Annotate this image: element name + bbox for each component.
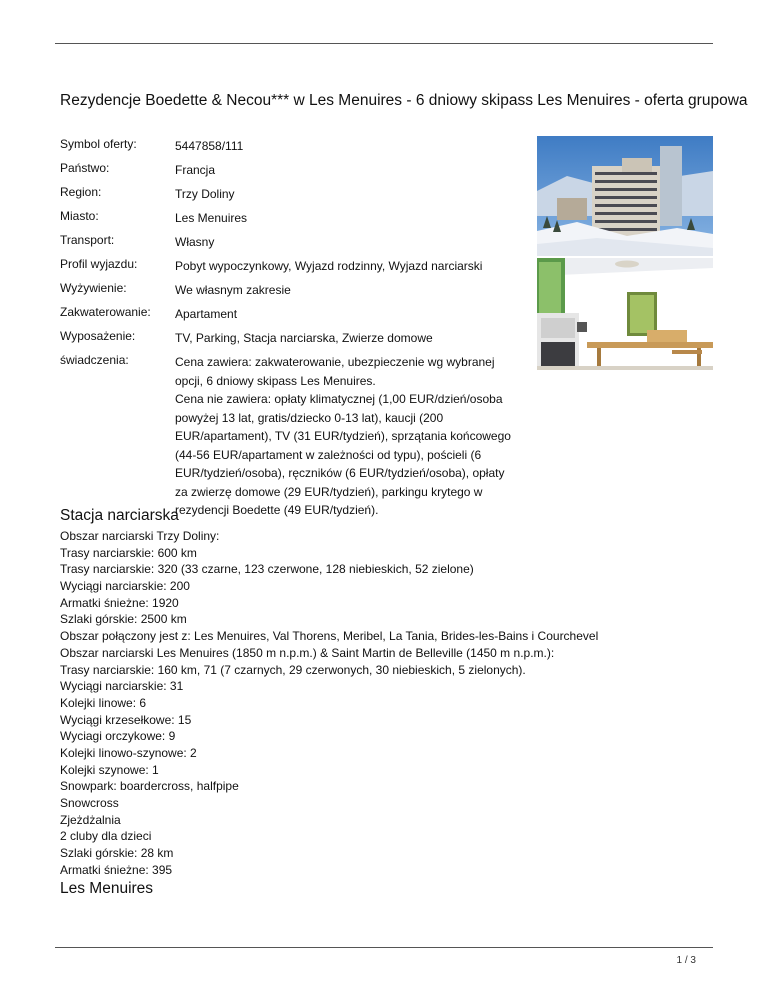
station-line: Wyciągi narciarskie: 200 [60, 579, 190, 594]
spec-row-services [60, 353, 530, 523]
ski-station-heading: Stacja narciarska [60, 507, 179, 524]
station-line: Trasy narciarskie: 320 (33 czarne, 123 czerwone, 128 niebieskich, 52 zielone) [60, 562, 474, 577]
services-line: powyżej 13 lat, gratis/dziecko 0-13 lat), kaucji (200 [175, 410, 444, 425]
services-line: rezydencji Boedette (49 EUR/tydzień). [175, 503, 379, 517]
services-line: opcji, 6 dniowy skipass Les Menuires. [175, 373, 376, 388]
station-line: Obszar połączony jest z: Les Menuires, Val Thorens, Meribel, La Tania, Brides-les-Bains i Courchevel [60, 629, 599, 644]
spec-label: Region: [60, 185, 102, 199]
spec-value-multiline [175, 353, 535, 520]
station-line: Obszar narciarski Trzy Doliny: [60, 529, 220, 543]
spec-value: Pobyt wypoczynkowy, Wyjazd rodzinny, Wyjazd narciarski [175, 259, 483, 273]
spec-row-meals [60, 281, 530, 305]
spec-label: Państwo: [60, 161, 110, 175]
offer-title: Rezydencje Boedette & Necou*** w Les Menuires - 6 dniowy skipass Les Menuires - oferta grupowa [60, 92, 748, 109]
spec-label: Wyposażenie: [60, 329, 136, 343]
station-line: Trasy narciarskie: 160 km, 71 (7 czarnych, 29 czerwonych, 30 niebieskich, 5 zielonych). [60, 662, 526, 677]
spec-value: We własnym zakresie [175, 283, 291, 297]
spec-label: świadczenia: [60, 353, 129, 367]
station-line: Wyciągi krzesełkowe: 15 [60, 712, 192, 727]
spec-label: Wyżywienie: [60, 281, 127, 295]
services-line: Cena zawiera: zakwaterowanie, ubezpieczenie wg wybranej [175, 355, 495, 369]
spec-row-city [60, 209, 530, 233]
ski-station-details [60, 528, 598, 878]
station-line: 2 cluby dla dzieci [60, 829, 152, 844]
offer-spec-table [60, 137, 530, 523]
services-line: za zwierzę domowe (29 EUR/tydzień), parkingu krytego w [175, 484, 483, 499]
services-line: EUR/apartament), TV (31 EUR/tydzień), sprzątania końcowego [175, 429, 511, 443]
spec-value: Własny [175, 235, 215, 249]
spec-value: Francja [175, 163, 216, 177]
spec-label: Profil wyjazdu: [60, 257, 138, 271]
les-menuires-heading: Les Menuires [60, 880, 154, 897]
station-line: Wyciagi orczykowe: 9 [60, 729, 176, 744]
spec-row-symbol [60, 137, 530, 161]
spec-row-country [60, 161, 530, 185]
spec-row-equipment [60, 329, 530, 353]
spec-label: Transport: [60, 233, 115, 247]
services-line: Cena nie zawiera: opłaty klimatycznej (1,00 EUR/dzień/osoba [175, 392, 503, 406]
station-line: Kolejki szynowe: 1 [60, 762, 159, 777]
station-line: Zjeżdżalnia [60, 812, 121, 827]
apartment-interior-photo [537, 258, 713, 370]
services-line: EUR/tydzień/osoba), ręczników (6 EUR/tydzień/osoba), opłaty [175, 466, 505, 480]
station-line: Kolejki linowo-szynowe: 2 [60, 745, 197, 760]
spec-label: Zakwaterowanie: [60, 305, 151, 319]
station-line: Snowpark: boardercross, halfpipe [60, 779, 239, 794]
station-line: Trasy narciarskie: 600 km [60, 545, 197, 560]
station-line: Snowcross [60, 796, 119, 810]
spec-value: Trzy Doliny [175, 187, 235, 201]
spec-row-accommodation [60, 305, 530, 329]
top-rule [55, 43, 713, 44]
spec-row-region [60, 185, 530, 209]
station-line: Szlaki górskie: 2500 km [60, 612, 187, 627]
residence-exterior-photo [537, 136, 713, 256]
spec-value: TV, Parking, Stacja narciarska, Zwierze domowe [175, 331, 433, 345]
spec-row-transport [60, 233, 530, 257]
spec-value: Apartament [175, 307, 238, 321]
spec-value: 5447858/111 [175, 139, 244, 153]
station-line: Obszar narciarski Les Menuires (1850 m n.p.m.) & Saint Martin de Belleville (1450 m n.p.m.): [60, 645, 555, 660]
spec-label: Miasto: [60, 209, 99, 223]
spec-label: Symbol oferty: [60, 137, 137, 151]
station-line: Szlaki górskie: 28 km [60, 846, 174, 861]
bottom-rule [55, 947, 713, 948]
spec-row-profile [60, 257, 530, 281]
station-line: Armatki śnieżne: 1920 [60, 595, 179, 610]
station-line: Armatki śnieżne: 395 [60, 862, 173, 877]
station-line: Wyciągi narciarskie: 31 [60, 679, 184, 694]
station-line: Kolejki linowe: 6 [60, 695, 147, 710]
page-number: 1 / 3 [676, 955, 696, 966]
spec-value: Les Menuires [175, 211, 248, 225]
services-line: (44-56 EUR/apartament w zależności od typu), pościeli (6 [175, 447, 482, 462]
